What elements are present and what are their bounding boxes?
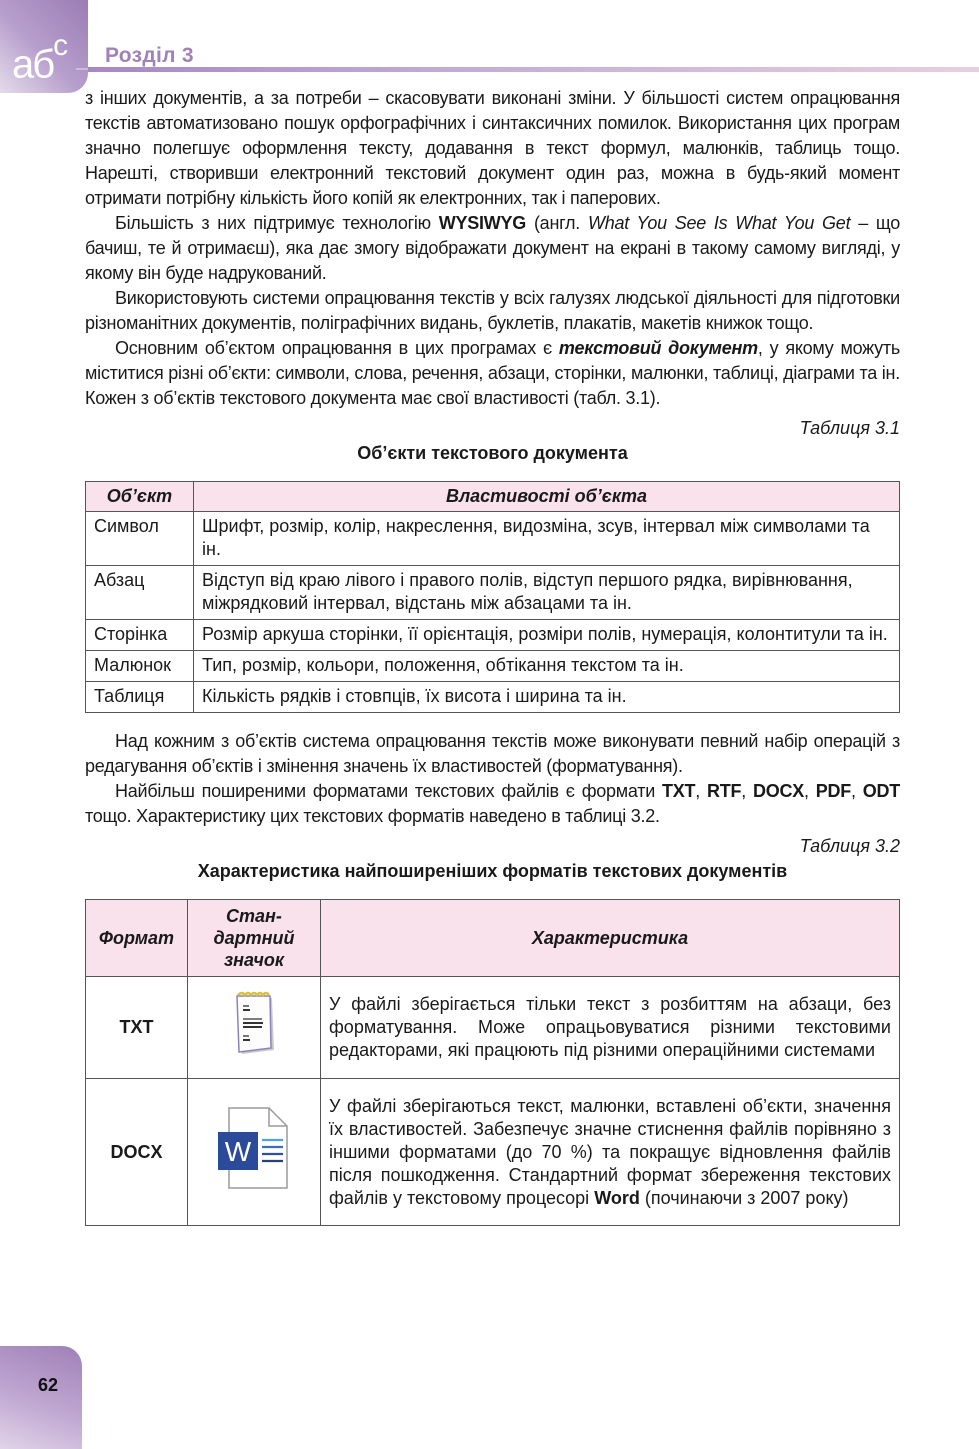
page-number-tab <box>0 1346 82 1449</box>
paragraph-2: Більшість з них підтримує технологію WYSIWYG (англ. What You See Is What You Get – що бачиш, те й отримаєш), яка дає змогу відображати документ на екрані в такому самому вигляді, у якому він буде надрукований. <box>85 213 900 283</box>
paragraph-6: Найбільш поширеними форматами текстових файлів є формати TXT, RTF, DOCX, PDF, ODT тощо. Характеристику цих текстових форматів наведено в таблиці 3.2. <box>85 781 900 826</box>
header-divider <box>88 67 979 72</box>
table-row <box>86 620 900 651</box>
text-document-term: текстовий документ <box>558 338 758 358</box>
header-characteristic: Характеристика <box>321 900 900 977</box>
paragraph-1: з інших документів, а за потреби – скасовувати виконані зміни. У більшості систем опрацювання текстів автоматизовано пошук орфографічних і синтаксичних помилок. Використання цих програм значно полегшує оформлення тексту, додавання в текст формул, малюнків, таблиць тощо. Нарешті, створивши електронний текстовий документ один раз, можна в будь-який момент отримати потрібну кількість його копій як електронних, так і паперових. <box>85 88 900 208</box>
paragraph-5: Над кожним з об’єктів система опрацювання текстів може виконувати певний набір операцій з редагування об’єктів і змінення значень їх властивостей (форматування). <box>85 731 900 776</box>
format-icon-cell <box>188 977 321 1079</box>
table-row <box>86 682 900 713</box>
format-icon-cell <box>188 1079 321 1226</box>
header-object: Об’єкт <box>86 482 194 512</box>
object-name: Таблиця <box>86 682 194 713</box>
object-properties: Відступ від краю лівого і правого полів, відступ першого рядка, вирівнювання, міжрядковий інтервал, відстань між абзацами та ін. <box>194 566 900 620</box>
table-row <box>86 566 900 620</box>
object-properties: Розмір аркуша сторінки, її орієнтація, розміри полів, нумерація, колонтитули та ін. <box>194 620 900 651</box>
object-name: Малюнок <box>86 651 194 682</box>
table-row <box>86 512 900 566</box>
paragraph-3: Використовують системи опрацювання текстів у всіх галузях людської діяльності для підготовки різноманітних документів, поліграфічних видань, буклетів, плакатів, макетів книжок тощо. <box>85 288 900 333</box>
object-name: Сторінка <box>86 620 194 651</box>
table-header-row <box>86 900 900 977</box>
format-description: У файлі зберігається тільки текст з розбиттям на абзаци, без форматування. Може опрацьовуватися різними текстовими редакторами, які працюють під різними операційними системами <box>321 977 900 1079</box>
format-name: TXT <box>86 977 188 1079</box>
svg-text:W: W <box>224 1136 252 1167</box>
table-1-title: Об’єкти текстового документа <box>357 443 628 463</box>
chapter-logo <box>0 0 88 93</box>
page-content <box>85 86 900 1226</box>
table-header-row <box>86 482 900 512</box>
wysiwyg-term: WYSIWYG <box>438 213 527 233</box>
notepad-icon <box>228 1044 280 1064</box>
header-properties: Властивості об’єкта <box>194 482 900 512</box>
table-2-title: Характеристика найпоширеніших форматів текстових документів <box>197 861 788 881</box>
table-row <box>86 651 900 682</box>
chapter-title: Розділ 3 <box>105 44 194 67</box>
header-format: Формат <box>86 900 188 977</box>
objects-table <box>85 481 900 713</box>
object-name: Символ <box>86 512 194 566</box>
object-properties: Шрифт, розмір, колір, накреслення, видозміна, зсув, інтервал між символами та ін. <box>194 512 900 566</box>
header-standard-icon: Стан- дартний значок <box>188 900 321 977</box>
object-properties: Кількість рядків і стовпців, їх висота і ширина та ін. <box>194 682 900 713</box>
paragraph-4: Основним об’єктом опрацювання в цих програмах є текстовий документ, у якому можуть міститися різні об’єкти: символи, слова, речення, абзаци, сторінки, малюнки, таблиці, діаграми та ін. Кожен з об’єктів текстового документа має свої властивості (табл. 3.1). <box>85 338 901 408</box>
table-2-caption: Таблиця 3.2 <box>799 836 900 856</box>
table-row <box>86 1079 900 1226</box>
object-properties: Тип, розмір, кольори, положення, обтікання текстом та ін. <box>194 651 900 682</box>
formats-table <box>85 899 900 1226</box>
page-number: 62 <box>38 1375 59 1395</box>
logo-text: $аб^с$ <box>12 29 67 87</box>
object-name: Абзац <box>86 566 194 620</box>
table-1-caption: Таблиця 3.1 <box>799 418 900 438</box>
table-row <box>86 977 900 1079</box>
word-document-icon <box>217 1136 291 1196</box>
format-name: DOCX <box>86 1079 188 1226</box>
format-description: У файлі зберігаються текст, малюнки, вставлені об’єкти, значення їх властивостей. Забезпечує значне стиснення файлів порівняно з іншими форматами (до 70 %) та покращує відновлення файлів після пошкодження. Стандартний формат збереження текстових файлів у текстовому процесорі Word (починаючи з 2007 року) <box>321 1079 900 1226</box>
